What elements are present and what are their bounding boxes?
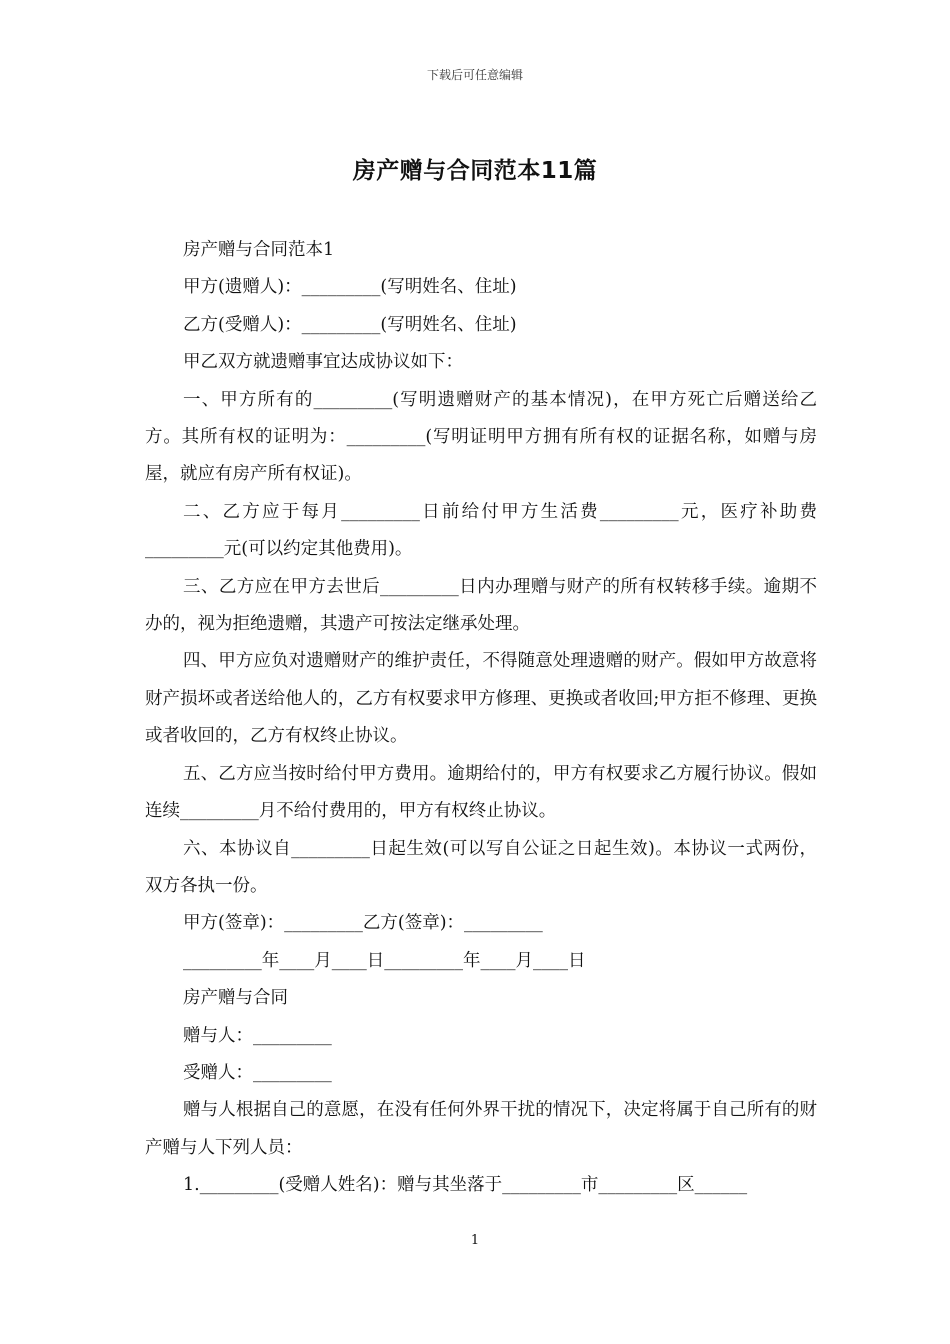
paragraph: 1._________(受赠人姓名)：赠与其坐落于_________市_________区______ [183,1175,748,1196]
paragraph: 一、甲方所有的_________(写明遗赠财产的基本情况)，在甲方死亡后赠送给乙方。其所有权的证明为：_________(写明证明甲方拥有所有权的证据名称，如赠与房屋，就应有房产所有权证)。 [145,389,817,485]
page-header: 下载后可任意编辑 [426,68,523,82]
document-body [145,232,817,1205]
paragraph: _________年____月____日_________年____月____日 [183,950,586,971]
page-number: 1 [470,1233,480,1248]
paragraph: 三、乙方应在甲方去世后_________日内办理赠与财产的所有权转移手续。逾期不办的，视为拒绝遗赠，其遗产可按法定继承处理。 [145,576,817,635]
paragraph: 六、本协议自_________日起生效(可以写自公证之日起生效)。本协议一式两份，双方各执一份。 [145,838,817,896]
paragraph: 受赠人：_________ [183,1062,332,1083]
paragraph: 赠与人根据自己的意愿，在没有任何外界干扰的情况下，决定将属于自己所有的财产赠与人下列人员： [145,1100,817,1158]
paragraph: 二、乙方应于每月_________日前给付甲方生活费_________元，医疗补助费_________元(可以约定其他费用)。 [145,501,817,560]
paragraph: 赠与人：_________ [183,1025,332,1046]
document-title: 房产赠与合同范本11篇 [352,158,598,184]
paragraph: 五、乙方应当按时给付甲方费用。逾期给付的，甲方有权要求乙方履行协议。假如连续_________月不给付费用的，甲方有权终止协议。 [145,763,817,822]
paragraph: 甲乙双方就遗赠事宜达成协议如下： [183,352,463,373]
paragraph: 房产赠与合同 [183,988,288,1009]
paragraph: 乙方(受赠人)：_________(写明姓名、住址) [183,314,517,335]
paragraph: 房产赠与合同范本1 [183,240,335,260]
paragraph: 四、甲方应负对遗赠财产的维护责任，不得随意处理遗赠的财产。假如甲方故意将财产损坏或者送给他人的，乙方有权要求甲方修理、更换或者收回;甲方拒不修理、更换或者收回的，乙方有权终止协议。 [145,651,817,747]
paragraph: 甲方(遗赠人)：_________(写明姓名、住址) [183,277,517,298]
paragraph: 甲方(签章)：_________乙方(签章)：_________ [183,913,543,934]
